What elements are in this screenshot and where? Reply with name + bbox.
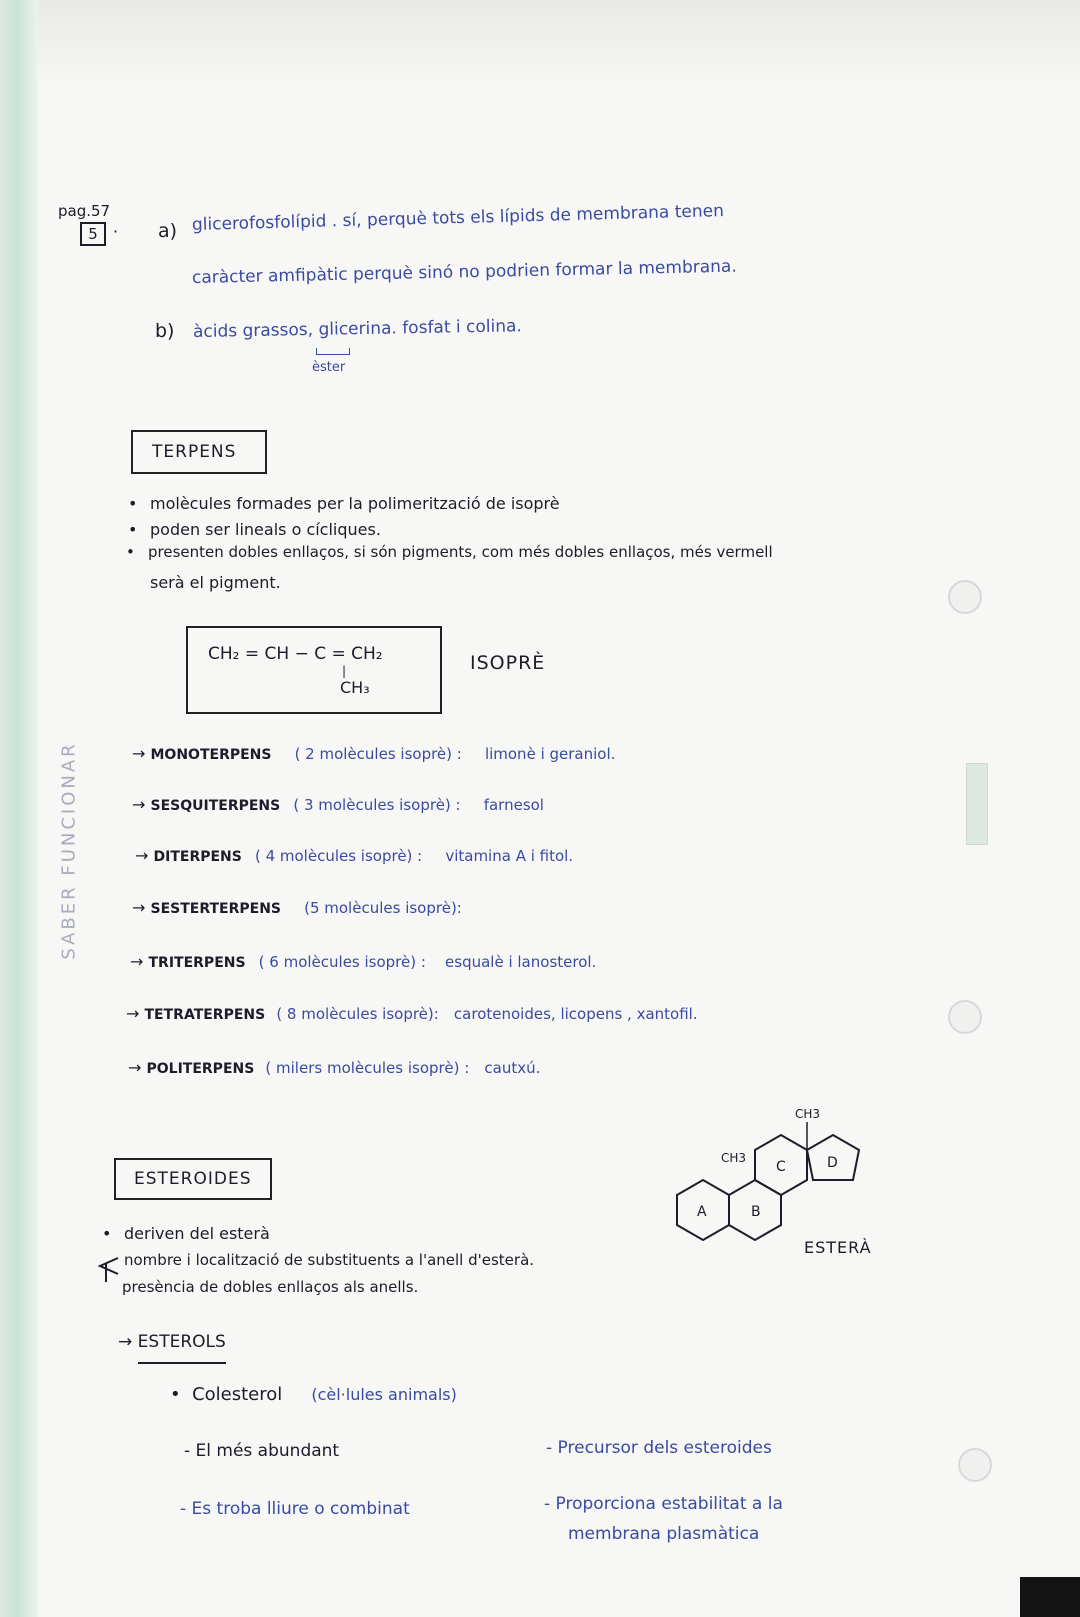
terpene-type-row: → TRITERPENS ( 6 molècules isoprè) : esqualè i lanosterol. [130,952,597,971]
terpene-type-row: → SESQUITERPENS ( 3 molècules isoprè) : farnesol [132,795,544,814]
answer-a-line2: caràcter amfipàtic perquè sinó no podrien formar la membrana. [191,256,737,288]
terpene-type-row: → SESTERTERPENS (5 molècules isoprè): [132,898,462,917]
terpene-type-examples: carotenoides, licopens , xantofil. [453,1005,698,1023]
methyl-top-label: CH3 [795,1107,821,1121]
answer-a-line1: glicerofosfolípid . sí, perquè tots els lípids de membrana tenen [191,201,725,235]
isoprene-formula-box [186,626,442,714]
answer-a-label: a) [158,220,178,242]
terpene-type-examples: limonè i geraniol. [484,745,616,763]
terpene-type-name: TRITERPENS [148,955,246,971]
terpens-bullet-1: • molècules formades per la polimerització de isoprè [150,494,560,513]
ester-note: èster [312,360,346,375]
bracket-arrow-icon [92,1254,122,1286]
colesterol-prop-right-2: - Proporciona estabilitat a la [544,1494,783,1514]
esterols-heading: → ESTEROLS [118,1332,226,1352]
terpene-type-examples: farnesol [483,796,544,814]
terpene-type-row: → MONOTERPENS ( 2 molècules isoprè) : limonè i geraniol. [132,744,616,763]
terpene-type-row: → DITERPENS ( 4 molècules isoprè) : vitamina A i fitol. [135,846,574,865]
colesterol-label: Colesterol [192,1384,283,1405]
terpene-type-desc: ( 6 molècules isoprè) : [258,953,426,971]
colesterol-prop-right-3: membrana plasmàtica [568,1524,760,1544]
answer-b-line: àcids grassos, glicerina. fosfat i colina. [192,316,523,342]
terpene-type-name: TETRATERPENS [144,1007,266,1023]
terpene-type-name: POLITERPENS [146,1061,255,1077]
terpens-heading: TERPENS [152,442,237,462]
sterane-name: ESTERÀ [804,1238,872,1257]
ring-c-label: C [776,1159,786,1175]
isoprene-name: ISOPRÈ [470,652,546,674]
binder-hole-2 [948,1000,982,1034]
ring-b-label: B [751,1204,761,1220]
esterols-heading-label: ESTEROLS [138,1332,226,1364]
binder-hole-3 [958,1448,992,1482]
terpens-bullet-2: • poden ser lineals o cícliques. [150,520,381,539]
exercise-number: 5 [80,222,106,246]
terpene-type-desc: (5 molècules isoprè): [304,899,462,917]
terpene-type-row: → TETRATERPENS ( 8 molècules isoprè): carotenoides, licopens , xantofil. [126,1004,698,1023]
answer-b-label: b) [155,320,175,342]
isoprene-formula: CH₂ = CH − C = CH₂ [208,644,383,664]
terpens-bullet-3: • presenten dobles enllaços, si són pigments, com més dobles enllaços, més vermell [148,543,773,561]
page-edge [0,0,38,1617]
top-shadow [38,0,1080,90]
ester-bracket [316,348,350,355]
terpene-type-desc: ( 2 molècules isoprè) : [294,745,462,763]
binder-hole-1 [948,580,982,614]
terpene-type-examples: vitamina A i fitol. [445,847,574,865]
terpene-type-desc: ( milers molècules isoprè) : [265,1059,470,1077]
esteroides-bullet-3: presència de dobles enllaços als anells. [122,1278,419,1296]
side-tab [966,763,988,845]
terpens-bullet-3-cont: serà el pigment. [150,573,281,592]
terpene-type-row: → POLITERPENS ( milers molècules isoprè) : cautxú. [128,1058,541,1077]
esteroides-bullet-1: • deriven del esterà [124,1224,270,1243]
corner-tape [1020,1577,1080,1617]
terpene-type-name: DITERPENS [153,849,242,865]
methyl-mid-label: CH3 [721,1151,747,1165]
terpene-type-desc: ( 4 molècules isoprè) : [254,847,423,865]
colesterol-note: (cèl·lules animals) [311,1385,457,1404]
terpene-type-name: MONOTERPENS [150,747,272,763]
colesterol-prop-left-2: - Es troba lliure o combinat [180,1499,410,1519]
esteroides-bullet-2: nombre i localització de substituents a l'anell d'esterà. [124,1251,535,1269]
margin-watermark: SABER FUNCIONAR [58,741,80,960]
isoprene-branch-bar: | [342,664,347,678]
exercise-dash: · [113,222,119,241]
terpene-type-examples: esqualè i lanosterol. [445,953,597,971]
terpene-type-name: SESQUITERPENS [150,798,281,814]
ring-a-label: A [697,1204,707,1220]
colesterol-prop-right-1: - Precursor dels esteroides [546,1438,772,1458]
page-reference: pag.57 [58,202,111,220]
terpene-type-name: SESTERTERPENS [150,901,282,917]
terpene-type-desc: ( 3 molècules isoprè) : [293,796,461,814]
colesterol-line: • Colesterol (cèl·lules animals) [170,1384,457,1405]
terpene-type-examples: cautxú. [484,1059,541,1077]
esteroides-heading: ESTEROIDES [134,1169,252,1189]
ring-d-label: D [827,1155,838,1171]
isoprene-branch: CH₃ [340,678,370,697]
terpene-type-desc: ( 8 molècules isoprè): [276,1005,439,1023]
sterane-diagram [665,1100,905,1260]
colesterol-prop-left-1: - El més abundant [184,1441,340,1461]
